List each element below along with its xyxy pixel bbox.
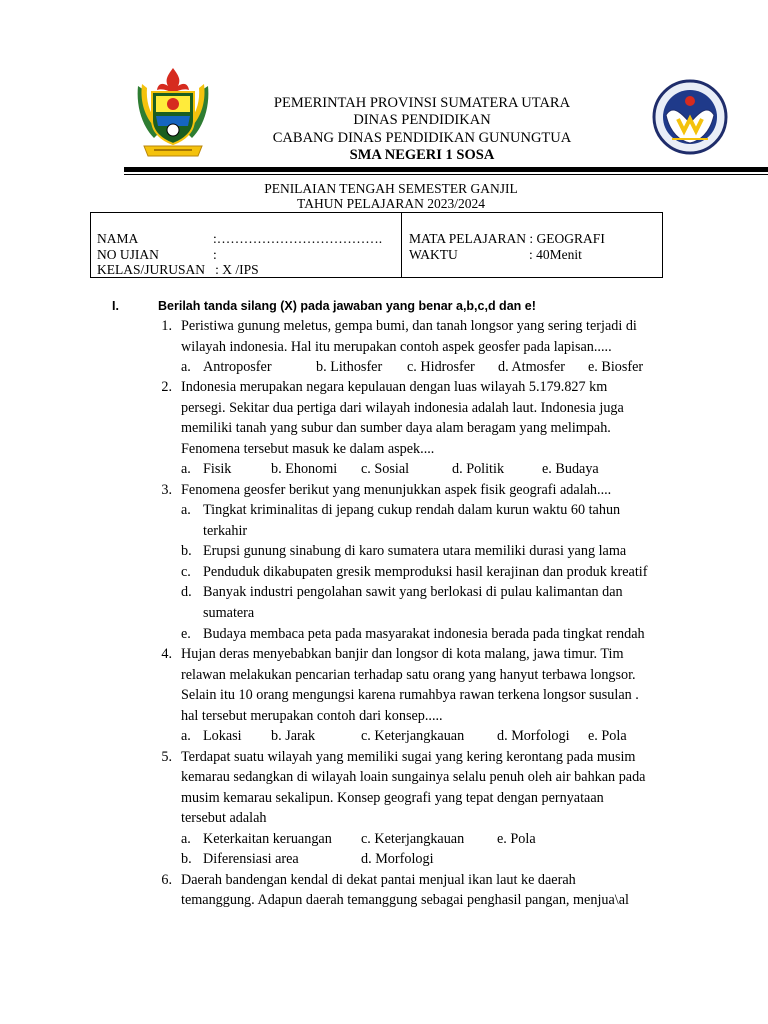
question-2-number: 2. — [161, 379, 172, 395]
exam-year: TAHUN PELAJARAN 2023/2024 — [297, 196, 485, 211]
question-3-number: 3. — [161, 482, 172, 498]
q3-option-a-line-1[interactable]: Tingkat kriminalitas di jepang cukup rendah dalam kurun waktu 60 tahun — [203, 502, 621, 518]
header-line-2: DINAS PENDIDIKAN — [353, 112, 491, 128]
q3-option-b-letter[interactable]: b. — [181, 543, 192, 559]
q3-option-d-line-2[interactable]: sumatera — [203, 605, 255, 621]
question-4-text-line-4: hal tersebut merupakan contoh dari konsep..... — [181, 708, 443, 724]
student-info-box — [90, 212, 663, 278]
q4-option-b[interactable]: b. Jarak — [271, 728, 316, 744]
no-ujian-label: NO UJIAN — [97, 247, 159, 262]
question-4-text-line-2: relawan melakukan pencarian terhadap satu orang yang hanyut terbawa longsor. — [181, 667, 636, 683]
q5-option-e[interactable]: e. Pola — [497, 831, 536, 847]
no-ujian-field: : — [213, 247, 217, 262]
q1-option-e[interactable]: e. Biosfer — [588, 359, 644, 375]
question-2-text-line-4: Fenomena tersebut masuk ke dalam aspek.... — [181, 441, 435, 457]
q5-option-a[interactable]: Keterkaitan keruangan — [203, 831, 332, 847]
q2-option-d[interactable]: d. Politik — [452, 461, 505, 477]
question-5-text-line-2: kemarau sedangkan di wilayah loain sungainya selalu penuh oleh air bahkan pada — [181, 769, 646, 785]
q5-option-d[interactable]: d. Morfologi — [361, 851, 434, 867]
section-numeral: I. — [112, 299, 119, 313]
q5-option-c[interactable]: c. Keterjangkauan — [361, 831, 465, 847]
question-2-text-line-2: persegi. Sekitar dua pertiga dari wilayah indonesia adalah laut. Indonesia juga — [181, 400, 624, 416]
question-4-text-line-3: Selain itu 10 orang mengungsi karena rumahbya rawan terkena longsor susulan . — [181, 687, 639, 703]
section-instruction: Berilah tanda silang (X) pada jawaban yang benar a,b,c,d dan e! — [158, 299, 536, 313]
info-box-divider — [401, 213, 402, 277]
question-4-text-line-1: Hujan deras menyebabkan banjir dan longsor di kota malang, jawa timur. Tim — [181, 646, 624, 662]
q2-option-a[interactable]: Fisik — [203, 461, 232, 477]
kelas-jurusan: KELAS/JURUSAN : X /IPS — [97, 262, 259, 277]
question-4-number: 4. — [161, 646, 172, 662]
question-3-text: Fenomena geosfer berikut yang menunjukkan aspek fisik geografi adalah.... — [181, 482, 612, 498]
q2-option-a-letter[interactable]: a. — [181, 461, 191, 477]
question-6-text-line-1: Daerah bandengan kendal di dekat pantai menjual ikan laut ke daerah — [181, 872, 576, 888]
question-5-text-line-1: Terdapat suatu wilayah yang memiliki sugai yang kering kerontang pada musim — [181, 749, 636, 765]
school-name: SMA NEGERI 1 SOSA — [349, 147, 495, 163]
q5-option-b-letter[interactable]: b. — [181, 851, 192, 867]
question-5-number: 5. — [161, 749, 172, 765]
question-6-number: 6. — [161, 872, 172, 888]
q4-option-c[interactable]: c. Keterjangkauan — [361, 728, 465, 744]
exam-title: PENILAIAN TENGAH SEMESTER GANJIL — [264, 181, 518, 196]
question-1-text-line-1: Peristiwa gunung meletus, gempa bumi, dan tanah longsor yang sering terjadi di — [181, 318, 637, 334]
q4-option-a[interactable]: Lokasi — [203, 728, 242, 744]
q1-option-b[interactable]: b. Lithosfer — [316, 359, 383, 375]
q1-option-a[interactable]: Antroposfer — [203, 359, 272, 375]
nama-label: NAMA — [97, 231, 139, 246]
header-rule-thin — [124, 174, 768, 175]
waktu-value: : 40Menit — [529, 247, 582, 262]
q3-option-a-line-2[interactable]: terkahir — [203, 523, 248, 539]
question-5-text-line-4: tersebut adalah — [181, 810, 267, 826]
header-line-1: PEMERINTAH PROVINSI SUMATERA UTARA — [273, 95, 571, 111]
question-1-text-line-2: wilayah indonesia. Hal itu merupakan contoh aspek geosfer pada lapisan..... — [181, 339, 612, 355]
question-2-text-line-1: Indonesia merupakan negara kepulauan dengan luas wilayah 5.179.827 km — [181, 379, 608, 395]
q3-option-a-letter[interactable]: a. — [181, 502, 191, 518]
q3-option-c[interactable]: Penduduk dikabupaten gresik memproduksi hasil kerajinan dan produk kreatif — [203, 564, 648, 580]
question-1-number: 1. — [161, 318, 172, 334]
q4-option-e[interactable]: e. Pola — [588, 728, 627, 744]
waktu-label: WAKTU — [409, 247, 458, 262]
q1-option-d[interactable]: d. Atmosfer — [498, 359, 565, 375]
q3-option-e[interactable]: Budaya membaca peta pada masyarakat indonesia berada pada tingkat rendah — [203, 626, 645, 642]
q5-option-b[interactable]: Diferensiasi area — [203, 851, 299, 867]
q3-option-b[interactable]: Erupsi gunung sinabung di karo sumatera utara memiliki durasi yang lama — [203, 543, 627, 559]
q4-option-a-letter[interactable]: a. — [181, 728, 191, 744]
q3-option-e-letter[interactable]: e. — [181, 626, 191, 642]
q1-option-c[interactable]: c. Hidrosfer — [407, 359, 475, 375]
mata-pelajaran: MATA PELAJARAN : GEOGRAFI — [409, 231, 605, 246]
question-6-text-line-2: temanggung. Adapun daerah temanggung sebagai penghasil pangan, menjua\al — [181, 892, 629, 908]
q3-option-d-letter[interactable]: d. — [181, 584, 192, 600]
q2-option-e[interactable]: e. Budaya — [542, 461, 599, 477]
q3-option-d-line-1[interactable]: Banyak industri pengolahan sawit yang berlokasi di pulau kalimantan dan — [203, 584, 623, 600]
q2-option-b[interactable]: b. Ehonomi — [271, 461, 338, 477]
q1-option-a-letter[interactable]: a. — [181, 359, 191, 375]
q3-option-c-letter[interactable]: c. — [181, 564, 191, 580]
q4-option-d[interactable]: d. Morfologi — [497, 728, 570, 744]
nama-field: :………………………………. — [213, 231, 383, 246]
q5-option-a-letter[interactable]: a. — [181, 831, 191, 847]
q2-option-c[interactable]: c. Sosial — [361, 461, 410, 477]
question-2-text-line-3: memiliki tanah yang subur dan sumber daya alam beragam yang melimpah. — [181, 420, 611, 436]
header-line-3: CABANG DINAS PENDIDIKAN GUNUNGTUA — [272, 130, 572, 146]
header-rule-thick — [124, 167, 768, 172]
question-5-text-line-3: musim kemarau sekalipun. Konsep geografi yang tepat dengan pernyataan — [181, 790, 604, 806]
